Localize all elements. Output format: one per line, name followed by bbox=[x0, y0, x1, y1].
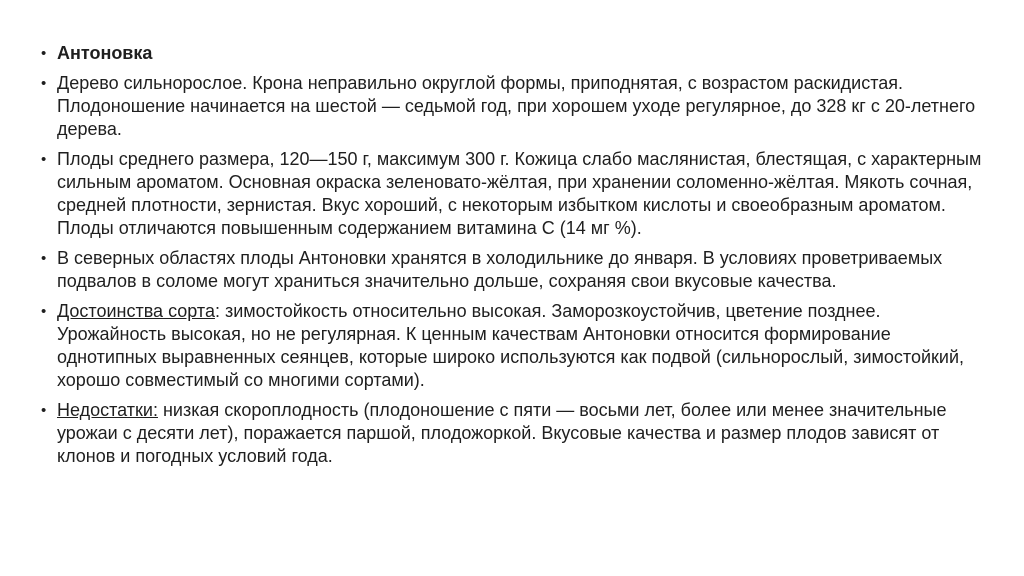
bullet-icon: • bbox=[41, 250, 47, 267]
bullet-text: низкая скороплодность (плодоношение с пяти — восьми лет, более или менее значительные урожаи с десяти лет), поражается паршой, плодожоркой. Вкусовые качества и размер плодов зависят от клонов и погодных условий года. bbox=[57, 400, 947, 466]
bullet-item bbox=[40, 148, 985, 240]
bullet-list bbox=[40, 42, 985, 468]
bullet-item bbox=[40, 72, 985, 141]
bullet-item bbox=[40, 399, 985, 468]
bullet-text: В северных областях плоды Антоновки хранятся в холодильнике до января. В условиях проветриваемых подвалов в соломе могут храниться значительно дольше, сохраняя свои вкусовые качества. bbox=[57, 248, 943, 291]
bullet-text: : зимостойкость относительно высокая. Заморозкоустойчив, цветение позднее. Урожайность высокая, но не регулярная. К ценным качествам Антоновки относится формирование однотипных выравненных сеянцев, которые широко используются как подвой (сильнорослый, зимостойкий, хорошо совместимый со многими сортами). bbox=[57, 301, 965, 390]
bullet-icon: • bbox=[41, 402, 47, 419]
bullet-icon: • bbox=[41, 151, 47, 168]
bullet-lead: Достоинства сорта bbox=[57, 301, 215, 321]
bullet-item bbox=[40, 42, 985, 65]
bullet-lead: Недостатки: bbox=[57, 400, 158, 420]
bullet-icon: • bbox=[41, 303, 47, 320]
bullet-item bbox=[40, 300, 985, 392]
bullet-lead: Антоновка bbox=[57, 43, 153, 63]
bullet-icon: • bbox=[41, 45, 47, 62]
bullet-icon: • bbox=[41, 75, 47, 92]
bullet-text: Дерево сильнорослое. Крона неправильно округлой формы, приподнятая, с возрастом раскидистая. Плодоношение начинается на шестой — седьмой год, при хорошем уходе регулярное, до 328 кг с 20-летнего дерева. bbox=[57, 73, 976, 139]
bullet-text: Плоды среднего размера, 120—150 г, максимум 300 г. Кожица слабо маслянистая, блестящая, с характерным сильным ароматом. Основная окраска зеленовато-жёлтая, при хранении соломенно-жёлтая. Мякоть сочная, средней плотности, зернистая. Вкус хороший, с некоторым избытком кислоты и своеобразным ароматом. Плоды отличаются повышенным содержанием витамина С (14 мг %). bbox=[57, 149, 982, 238]
bullet-item bbox=[40, 247, 985, 293]
